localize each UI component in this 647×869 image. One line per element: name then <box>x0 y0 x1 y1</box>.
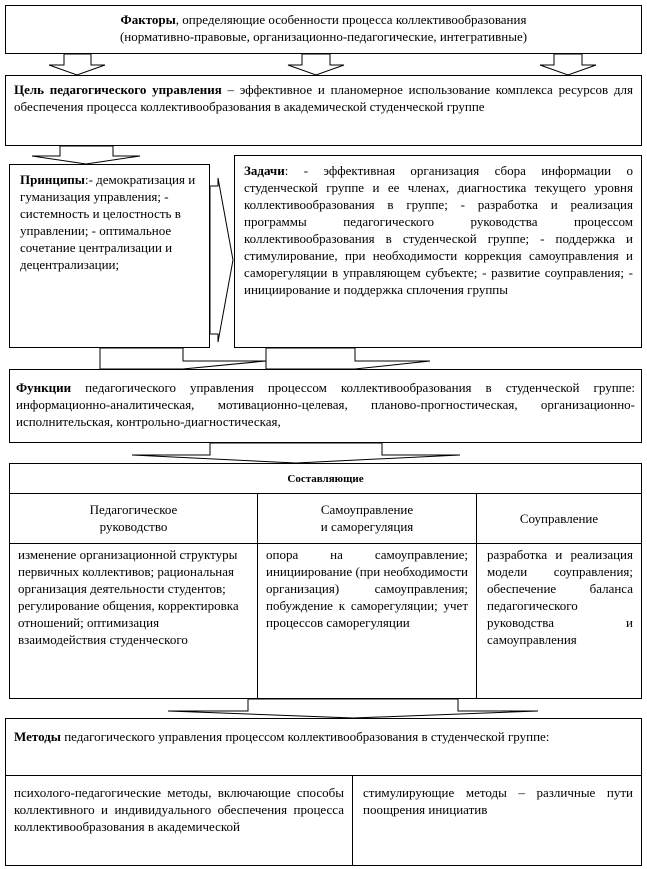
tasks-box <box>234 155 642 348</box>
tasks-title: Задачи <box>244 163 285 178</box>
methods-table <box>5 718 642 866</box>
principles-text: :- демократизация и гуманизация управления; - системность и целостность в управлении; - оптимальное сочетание централизации и децентрализации; <box>20 172 196 272</box>
functions-box <box>9 369 642 443</box>
goal-box <box>5 75 642 146</box>
arrow-functions-components <box>132 443 460 463</box>
arrow-tasks-functions <box>266 348 430 369</box>
factors-box <box>5 5 642 54</box>
principles-box <box>9 164 210 348</box>
functions-text: педагогического управления процессом коллективообразования в студенческой группе: информационно-аналитическая, мотивационно-целевая, планово-прогностическая, организационно-исполнительская, контрольно-диагностическая, <box>16 380 635 429</box>
components-title: Составляющие <box>10 464 641 494</box>
arrow-principles-functions <box>100 348 266 369</box>
col-head-guidance-line2: руководство <box>99 519 168 534</box>
col-body-cogov: разработка и реализация модели соуправления; обеспечение баланса педагогического руководства и самоуправления <box>487 547 633 647</box>
col-body-selfgov: опора на самоуправление; инициирование (при необходимости организация) самоуправления; побуждение к саморегуляции; учет процессов саморегуляции <box>258 544 477 698</box>
tasks-text: : - эффективная организация сбора информации о студенческой группе и ее членах, диагностика текущего уровня коллективообразования в группе; - разработка и реализация программы педагогического руководства процессом коллективообразования в студенческой группе; - поддержка и стимулирование, при необходимости коррекция самоуправления и саморегуляции в управляющем субъекте; - развитие соуправления; - инициирование и поддержка сплочения группы <box>244 163 633 297</box>
components-table <box>9 463 642 699</box>
col-head-guidance-line1: Педагогическое <box>89 502 178 517</box>
col-head-selfgov-line1: Самоуправление <box>320 502 414 517</box>
goal-title: Цель педагогического управления <box>14 82 222 97</box>
arrow-factors-left <box>49 54 105 75</box>
arrow-principles-tasks <box>210 178 233 342</box>
col-head-selfgov-line2: и саморегуляция <box>320 519 414 534</box>
arrow-goal <box>32 146 140 164</box>
methods-header <box>6 719 641 776</box>
arrow-components-methods <box>168 699 538 718</box>
methods-left-cell: психолого-педагогические методы, включающие способы коллективного и индивидуального обеспечения процесса коллективообразования в академической <box>6 776 353 865</box>
principles-title: Принципы <box>20 172 85 187</box>
col-head-guidance <box>10 494 258 544</box>
methods-title: Методы <box>14 729 61 744</box>
factors-subtitle: (нормативно-правовые, организационно-педагогические, интегративные) <box>119 29 528 44</box>
factors-text: , определяющие особенности процесса коллективообразования <box>175 12 527 27</box>
col-body-guidance: изменение организационной структуры первичных коллективов; рациональная организация деятельности студентов; регулирование общения, корректировка отношений; оптимизация взаимодействия студенческого <box>10 544 258 698</box>
methods-right-cell: стимулирующие методы – различные пути поощрения инициатив <box>363 785 633 817</box>
col-head-cogov: Соуправление <box>477 494 641 544</box>
arrow-factors-right <box>540 54 596 75</box>
factors-title: Факторы <box>120 12 176 27</box>
functions-title: Функции <box>16 380 72 395</box>
methods-text: педагогического управления процессом коллективообразования в студенческой группе: <box>60 729 550 744</box>
goal-text: – эффективное и планомерное использование комплекса ресурсов для обеспечения процесса коллективообразования в академической студенческой группе <box>14 82 633 114</box>
arrow-factors-center <box>288 54 344 75</box>
col-head-selfgov <box>258 494 477 544</box>
